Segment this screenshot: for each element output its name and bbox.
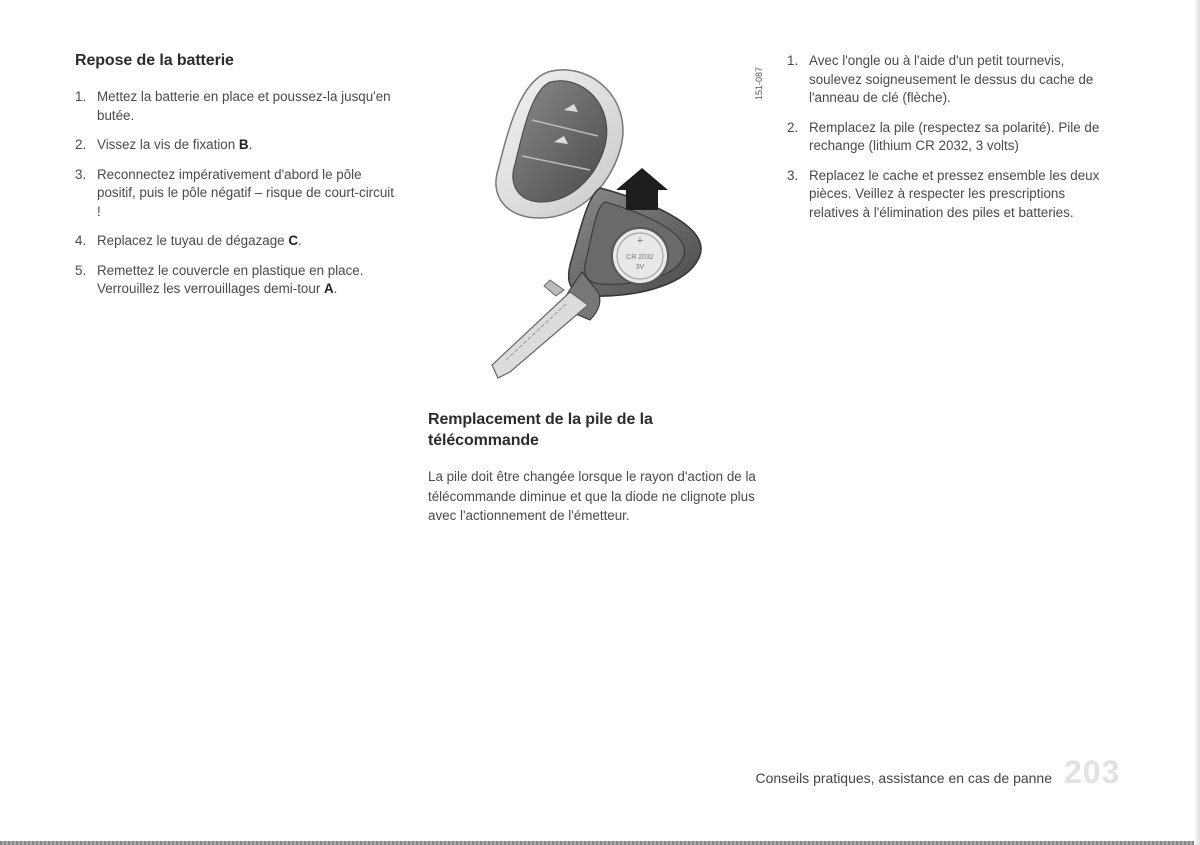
step-item (75, 232, 400, 251)
svg-text:+: + (636, 235, 644, 247)
step-text: Vissez la vis de fixation (97, 137, 239, 152)
key-blade (492, 280, 588, 378)
step-text: Replacez le tuyau de dégazage (97, 233, 289, 248)
step-text: Mettez la batterie en place et poussez-la jusqu'en butée. (97, 89, 391, 123)
step-number: 3. (75, 166, 87, 182)
step-item (75, 166, 400, 222)
step-text: . (333, 281, 338, 296)
step-number: 3. (787, 167, 799, 183)
step-text: . (298, 233, 302, 248)
footer-section-title: Conseils pratiques, assistance en cas de panne (755, 770, 1052, 786)
component-reference-letter: A (324, 281, 334, 296)
remote-battery-intro: La pile doit être changée lorsque le rayon d'action de la télécommande diminue et que la diode ne clignote plus avec l'actionnement de l'émetteur. (428, 469, 756, 523)
step-text: Replacez le cache et pressez ensemble les deux pièces. Veillez à respecter les prescriptions relatives à l'élimination des piles et batteries. (809, 167, 1100, 220)
step-item (787, 52, 1117, 108)
figure-reference-code: 151-087 (754, 66, 764, 100)
step-number: 4. (75, 233, 87, 248)
key-remote-illustration (470, 60, 720, 390)
step-number: 1. (787, 53, 799, 68)
step-item (75, 262, 400, 299)
section-heading-battery-refit: Repose de la batterie (75, 52, 234, 69)
step-text: Avec l'ongle ou à l'aide d'un petit tournevis, soulevez soigneusement le dessus du cache de l'anneau de clé (flèche). (809, 53, 1094, 105)
coin-battery-icon (612, 228, 668, 284)
battery-label-voltage: 3V (635, 264, 645, 271)
section-heading-remote-battery: Remplacement de la pile de la télécommande (428, 411, 653, 449)
step-number: 2. (75, 137, 87, 152)
step-text: . (248, 137, 253, 152)
step-number: 1. (75, 89, 87, 104)
component-reference-letter: B (238, 137, 249, 152)
remote-battery-steps (787, 52, 1117, 233)
component-reference-letter: C (288, 233, 298, 248)
step-text: Remettez le couvercle en plastique en place. Verrouillez les verrouillages demi-tour (97, 262, 364, 296)
page-edge-shadow (1194, 0, 1200, 845)
page-number: 203 (1064, 754, 1121, 790)
step-text: Remplacez la pile (respectez sa polarité). Pile de rechange (lithium CR 2032, 3 volts) (809, 119, 1100, 153)
step-item (75, 88, 400, 125)
step-text: Reconnectez impérativement d'abord le pôle positif, puis le pôle négatif – risque de court-circuit ! (97, 166, 394, 219)
step-number: 2. (787, 119, 799, 135)
step-item (75, 136, 400, 155)
step-item (787, 119, 1117, 156)
step-item (787, 167, 1117, 223)
scan-edge (0, 841, 1200, 845)
battery-label-type: CR 2032 (626, 254, 654, 261)
battery-refit-steps (75, 88, 400, 310)
step-number: 5. (75, 262, 87, 278)
